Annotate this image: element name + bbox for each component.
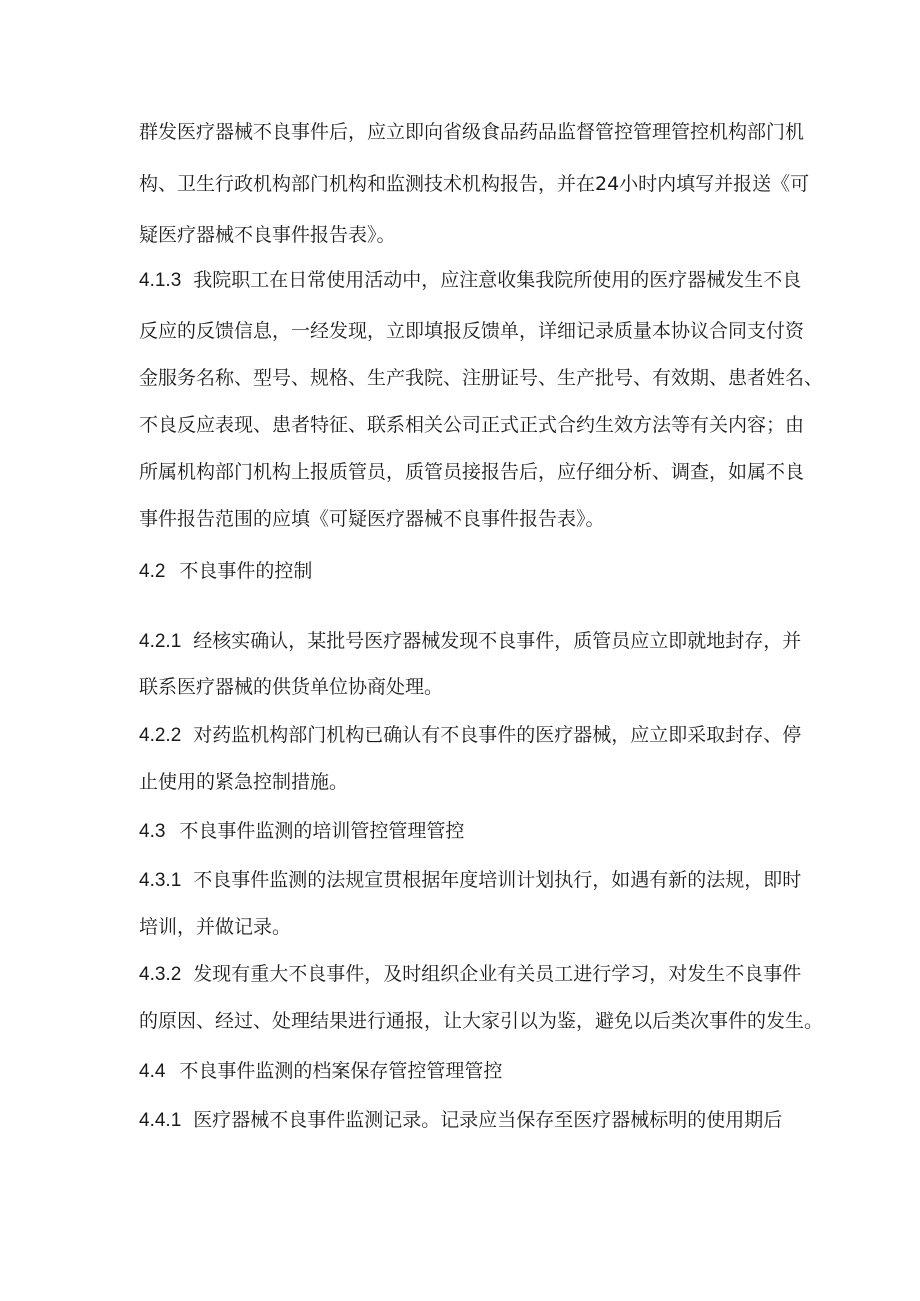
paragraph-line: 疑医疗器械不良事件报告表》。 [139, 224, 396, 246]
paragraph-line: 构、卫生行政机构部门机构和监测技术机构报告，并在24小时内填写并报送《可 [139, 173, 810, 195]
paragraph-text: 我院职工在日常使用活动中，应注意收集我院所使用的医疗器械发生不良 [193, 269, 802, 291]
paragraph-line: 联系医疗器械的供货单位协商处理。 [139, 676, 444, 698]
heading-title: 不良事件的控制 [179, 560, 313, 582]
section-number: 4.1.3 [139, 270, 182, 291]
paragraph-line: 反应的反馈信息，一经发现，立即填报反馈单，详细记录质量本协议合同支付资 [139, 320, 805, 342]
heading-number: 4.2 [139, 561, 166, 582]
section-number: 4.3.2 [139, 964, 182, 985]
section-heading-4-4 [139, 1059, 789, 1084]
paragraph-text: 发现有重大不良事件，及时组织企业有关员工进行学习，对发生不良事件 [193, 963, 802, 985]
section-4-1-3-first-line [139, 268, 802, 293]
section-4-4-1-first-line [139, 1108, 789, 1133]
paragraph-text: 医疗器械不良事件监测记录。记录应当保存至医疗器械标明的使用期后 [193, 1109, 783, 1131]
section-4-3-2-first-line [139, 962, 802, 987]
section-number: 4.3.1 [139, 870, 182, 891]
heading-title: 不良事件监测的档案保存管控管理管控 [179, 1060, 503, 1082]
paragraph-line: 的原因、经过、处理结果进行通报，让大家引以为鉴，避免以后类次事件的发生。 [139, 1010, 824, 1032]
paragraph-line: 群发医疗器械不良事件后，应立即向省级食品药品监督管控管理管控机构部门机 [139, 121, 805, 143]
heading-title: 不良事件监测的培训管控管理管控 [179, 820, 465, 842]
section-heading-4-2 [139, 559, 789, 584]
section-4-2-2-first-line [139, 723, 802, 748]
paragraph-line: 不良反应表现、患者特征、联系相关公司正式正式合约生效方法等有关内容；由 [139, 414, 805, 436]
paragraph-text: 经核实确认，某批号医疗器械发现不良事件，质管员应立即就地封存，并 [193, 630, 802, 652]
paragraph-line: 金服务名称、型号、规格、生产我院、注册证号、生产批号、有效期、患者姓名、 [139, 367, 824, 389]
section-number: 4.2.2 [139, 725, 182, 746]
paragraph-text: 不良事件监测的法规宣贯根据年度培训计划执行，如遇有新的法规，即时 [193, 869, 802, 891]
section-number: 4.2.1 [139, 631, 182, 652]
section-4-2-1-first-line [139, 629, 802, 654]
paragraph-line: 培训，并做记录。 [139, 916, 292, 938]
paragraph-line: 止使用的紧急控制措施。 [139, 771, 349, 793]
paragraph-text: 对药监机构部门机构已确认有不良事件的医疗器械，应立即采取封存、停 [193, 724, 802, 746]
paragraph-line: 所属机构部门机构上报质管员，质管员接报告后，应仔细分析、调查，如属不良 [139, 461, 805, 483]
paragraph-line: 事件报告范围的应填《可疑医疗器械不良事件报告表》。 [139, 508, 605, 530]
heading-number: 4.4 [139, 1061, 166, 1082]
section-number: 4.4.1 [139, 1110, 182, 1131]
section-4-3-1-first-line [139, 868, 802, 893]
section-heading-4-3 [139, 819, 789, 844]
heading-number: 4.3 [139, 821, 166, 842]
